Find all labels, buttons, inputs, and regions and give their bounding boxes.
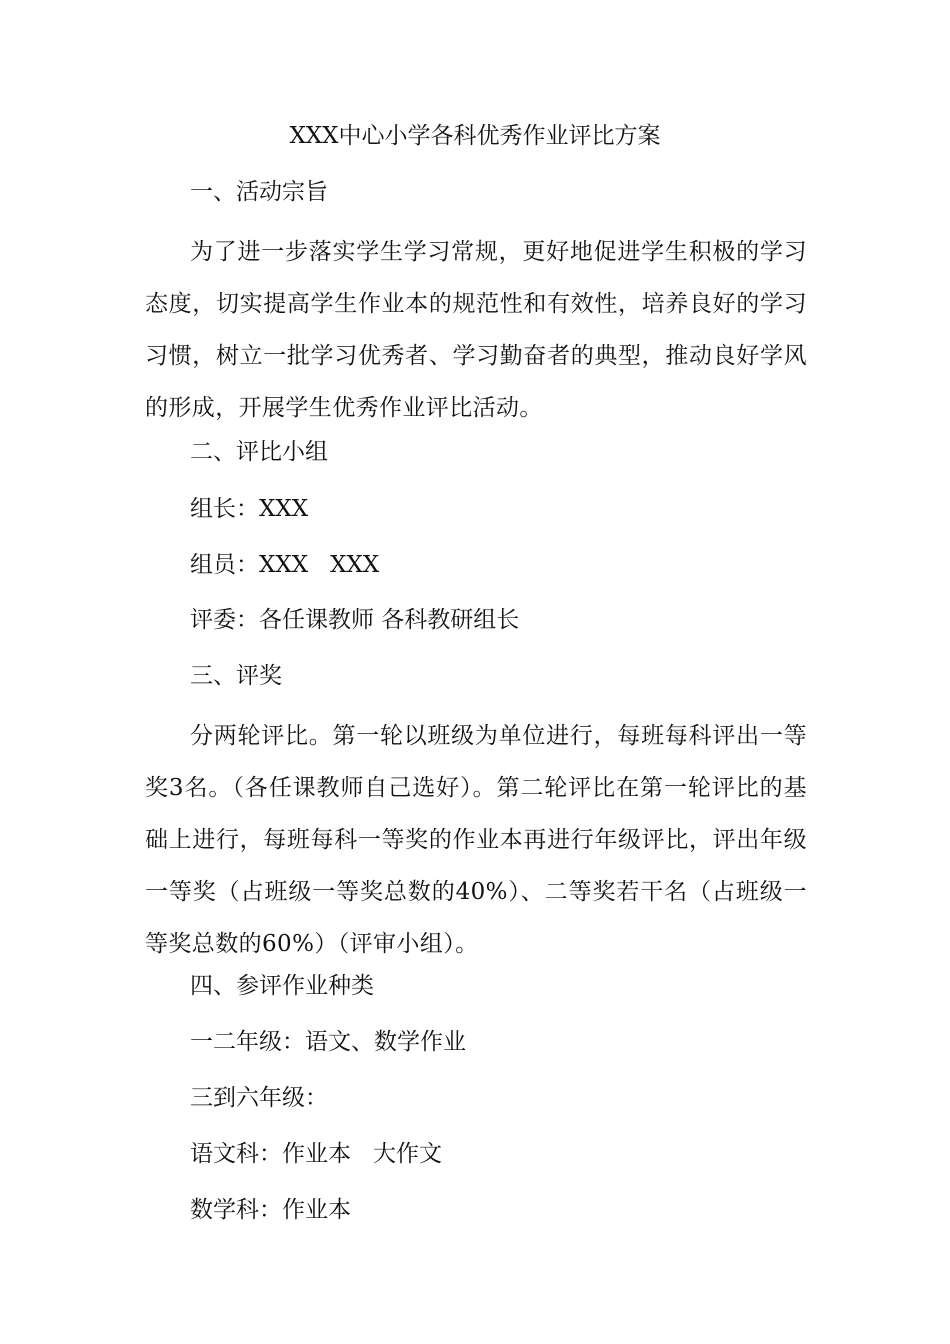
members-second: XXX xyxy=(330,552,380,578)
section-heading-homework-types: 四、参评作业种类 xyxy=(190,973,374,999)
grades-1-2-line: 一二年级：语文、数学作业 xyxy=(190,1029,466,1055)
committee-judges: 评委：各任课教师 各科教研组长 xyxy=(190,607,520,633)
document-title: XXX中心小学各科优秀作业评比方案 xyxy=(289,123,661,149)
purpose-paragraph: 为了进一步落实学生学习常规，更好地促进学生积极的学习态度，切实提高学生作业本的规范性和有效性，培养良好的学习习惯，树立一批学习优秀者、学习勤奋者的典型，推动良好学风的形成，开展学生优秀作业评比活动。 xyxy=(145,239,807,421)
awards-paragraph: 分两轮评比。第一轮以班级为单位进行，每班每科评出一等奖3名。（各任课教师自己选好）。第二轮评比在第一轮评比的基础上进行，每班每科一等奖的作业本再进行年级评比，评出年级一等奖（占班级一等奖总数的40%）、二等奖若干名（占班级一等奖总数的60%）（评审小组）。 xyxy=(145,723,807,957)
grades-3-6-line: 三到六年级： xyxy=(190,1085,328,1111)
chinese-subject-line xyxy=(190,1138,442,1170)
committee-leader: 组长：XXX xyxy=(190,496,309,522)
math-subject-line: 数学科：作业本 xyxy=(190,1197,351,1223)
section-heading-committee: 二、评比小组 xyxy=(190,439,328,465)
committee-members xyxy=(190,549,379,581)
chinese-first: 语文科：作业本 xyxy=(190,1141,351,1167)
section-heading-awards: 三、评奖 xyxy=(190,663,282,689)
members-first: 组员：XXX xyxy=(190,552,309,578)
section-heading-purpose: 一、活动宗旨 xyxy=(190,179,328,205)
chinese-second: 大作文 xyxy=(373,1141,442,1167)
